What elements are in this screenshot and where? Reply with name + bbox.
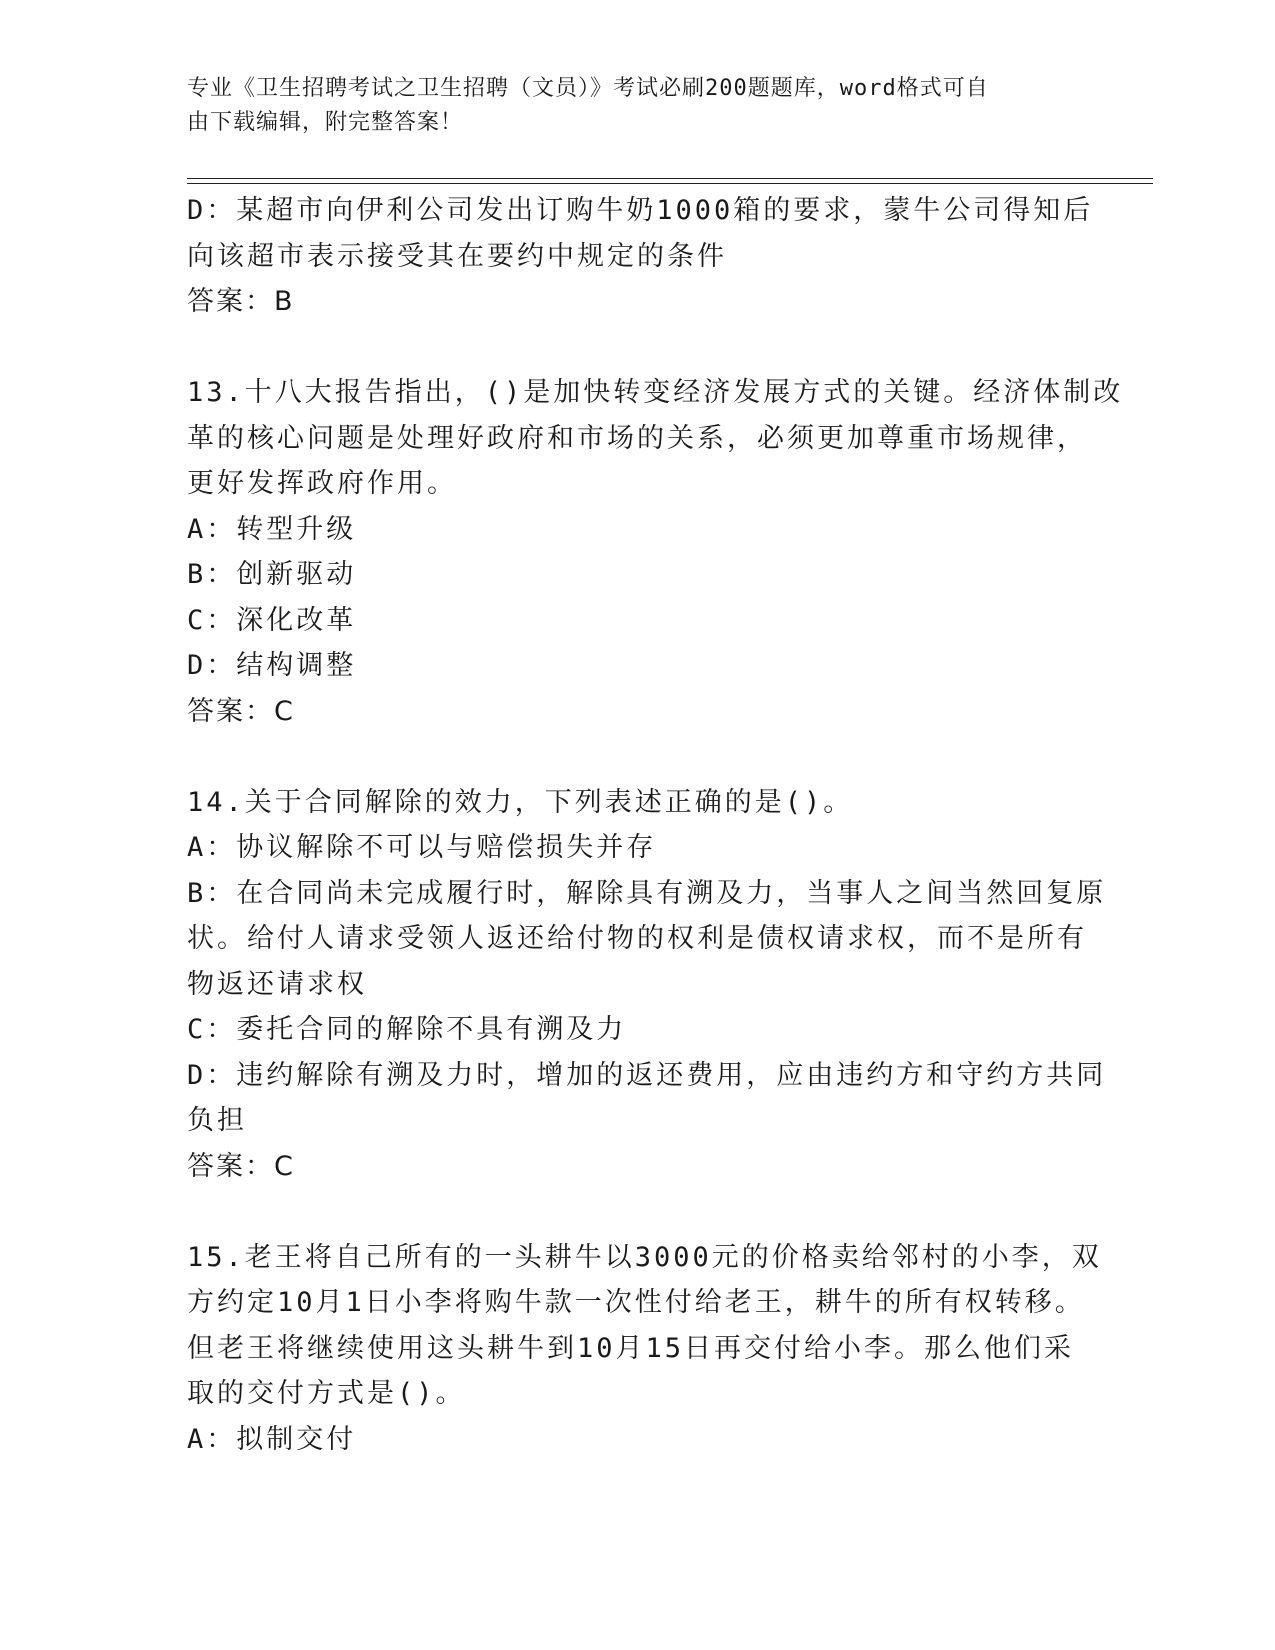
document-header [187, 72, 1067, 140]
question-stem-continued: 取的交付方式是()。 [187, 1378, 466, 1409]
option-d: D：结构调整 [187, 650, 357, 681]
option-a: A：转型升级 [187, 513, 357, 545]
option-b: B：创新驱动 [187, 559, 357, 590]
question-12-tail [187, 188, 1094, 325]
answer: 答案：C [187, 1150, 295, 1182]
question-stem: 13.十八大报告指出，()是加快转变经济发展方式的关键。经济体制改 [187, 377, 1124, 408]
spacer [187, 734, 1087, 780]
spacer [187, 1189, 1087, 1235]
answer: 答案：C [187, 695, 295, 727]
option-a: A：协议解除不可以与赔偿损失并存 [187, 832, 657, 863]
question-stem-continued: 但老王将继续使用这头耕牛到10月15日再交付给小李。那么他们采 [187, 1332, 1075, 1364]
option-c: C：深化改革 [187, 604, 357, 636]
question-15 [187, 1235, 1102, 1463]
option-b-continued: 物返还请求权 [187, 968, 367, 1000]
question-stem-continued: 革的核心问题是处理好政府和市场的关系，必须更加尊重市场规律， [187, 422, 1087, 454]
spacer [187, 325, 1087, 371]
question-stem-continued: 更好发挥政府作用。 [187, 468, 457, 499]
option-c: C：委托合同的解除不具有溯及力 [187, 1014, 627, 1045]
option-b: B：在合同尚未完成履行时，解除具有溯及力，当事人之间当然回复原 [187, 877, 1107, 909]
question-13 [187, 370, 1124, 734]
header-divider-bottom [187, 183, 1153, 184]
option-a: A：拟制交付 [187, 1423, 357, 1455]
option-d-continued: 负担 [187, 1105, 247, 1136]
option-d-continued: 向该超市表示接受其在要约中规定的条件 [187, 240, 727, 272]
answer: 答案：B [187, 286, 295, 317]
option-d: D：违约解除有溯及力时，增加的返还费用，应由违约方和守约方共同 [187, 1059, 1107, 1091]
option-b-continued: 状。给付人请求受领人返还给付物的权利是债权请求权，而不是所有 [187, 923, 1087, 954]
header-line-1: 专业《卫生招聘考试之卫生招聘（文员）》考试必刷200题题库，word格式可自 [187, 76, 989, 101]
option-d: D：某超市向伊利公司发出订购牛奶1000箱的要求，蒙牛公司得知后 [187, 195, 1094, 226]
question-stem: 15.老王将自己所有的一头耕牛以3000元的价格卖给邻村的小李，双 [187, 1241, 1102, 1273]
question-stem-continued: 方约定10月1日小李将购牛款一次性付给老王，耕牛的所有权转移。 [187, 1287, 1085, 1318]
question-14 [187, 780, 1107, 1190]
header-line-2: 由下载编辑，附完整答案！ [187, 110, 464, 135]
header-divider-top [187, 178, 1153, 179]
question-list [187, 188, 1124, 1462]
question-stem: 14.关于合同解除的效力，下列表述正确的是()。 [187, 786, 854, 818]
